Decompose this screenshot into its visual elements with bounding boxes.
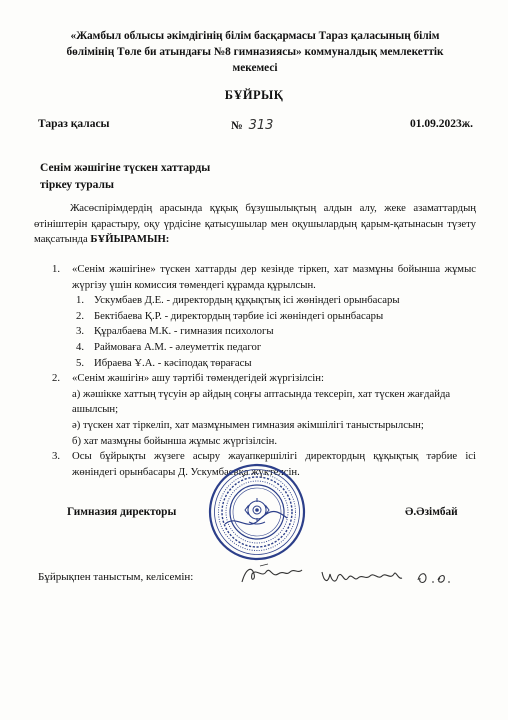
signatory-name: Ә.Әзімбай xyxy=(405,506,458,518)
acknowledgement-label: Бұйрықпен таныстым, келісемін: xyxy=(38,571,194,583)
member-text: Құралбаева М.К. - гимназия психологы xyxy=(94,325,274,338)
official-seal-icon xyxy=(207,462,307,562)
handwritten-signature-icon xyxy=(318,562,458,592)
member-number: 2. xyxy=(76,309,85,322)
member-number: 3. xyxy=(76,325,85,338)
commission-member xyxy=(34,324,476,340)
handwritten-number: 313 xyxy=(248,118,274,133)
member-number: 4. xyxy=(76,340,85,353)
document-title: БҰЙРЫҚ xyxy=(224,88,284,102)
preamble-emphasis: БҰЙЫРАМЫН: xyxy=(90,233,170,245)
commission-member xyxy=(34,309,476,325)
member-number: 5. xyxy=(76,356,85,369)
order-number xyxy=(231,118,273,133)
subject-line-2: тіркеу туралы xyxy=(40,179,114,191)
order-items xyxy=(34,262,476,480)
organization-header xyxy=(30,28,480,76)
item-text: «Сенім жәшігіне» түскен хаттарды дер кезінде тіркеп, хат мазмұны бойынша жұмыс жүргізу үшін комиссия төмендегі құрамда құрылсын. xyxy=(72,263,476,291)
member-text: Бектібаева Қ.Р. - директордың тәрбие ісі жөніндегі орынбасары xyxy=(94,309,384,322)
org-line-1: «Жамбыл облысы әкімдігінің білім басқармасы Тараз қаласының білім xyxy=(70,30,440,42)
item-number: 2. xyxy=(52,372,61,385)
procedure-paragraph: б) хат мазмұны бойынша жұмыс жүргізілсін. xyxy=(72,434,278,447)
subject-line-1: Сенім жәшігіне түскен хаттарды xyxy=(40,162,211,174)
order-subject xyxy=(40,160,210,194)
item-number: 3. xyxy=(52,450,61,463)
org-line-2: бөлімінің Төле би атындағы №8 гимназиясы» коммуналдық мемлекеттік xyxy=(66,46,444,58)
item-number: 1. xyxy=(52,263,61,275)
member-text: Ускумбаев Д.Е. - директордың құқықтық ісі жөніндегі орынбасары xyxy=(94,294,400,307)
order-item-2 xyxy=(34,371,476,387)
signatory-title: Гимназия директоры xyxy=(67,506,177,518)
item-text: «Сенім жәшігін» ашу тәртібі төмендегідей жүргізілсін: xyxy=(72,372,324,385)
member-text: Раймоваға А.М. - әлеуметтік педагог xyxy=(94,340,262,353)
number-sign: № xyxy=(231,120,243,132)
city-label: Тараз қаласы xyxy=(38,118,110,130)
order-date: 01.09.2023ж. xyxy=(410,118,473,130)
preamble xyxy=(34,201,476,248)
order-item-1 xyxy=(34,262,476,293)
commission-member xyxy=(34,293,476,309)
commission-member xyxy=(34,356,476,372)
member-text: Ибраева Ұ.А. - кәсіподақ төрағасы xyxy=(94,356,252,369)
item-text: Осы бұйрықты жүзеге асыру жауапкершілігі директордың құқықтық тәрбие ісі жөніндегі орынбасары Д. Ускумбаевқа жүктелсін. xyxy=(72,450,476,478)
procedure-paragraph: а) жәшікке хаттың түсуін әр айдың соңғы аптасында тексеріп, хат түскен жағдайда ашылсын; xyxy=(72,387,451,416)
commission-member xyxy=(34,340,476,356)
member-number: 1. xyxy=(76,294,85,307)
procedure-paragraph: ә) түскен хат тіркеліп, хат мазмұнымен гимназия әкімшілігі таныстырылсын; xyxy=(72,418,424,431)
handwritten-signature-icon xyxy=(238,560,308,590)
org-line-3: мекемесі xyxy=(232,62,278,74)
preamble-text: Жасөспірімдердің арасында құқық бұзушылықтың алдын алу, жеке азаматтардың өтініштерін қарастыру, оқу үрдісіне қатысушылар мен оқушылардың қарым-қатынасын түзету мақсатында xyxy=(34,202,476,245)
